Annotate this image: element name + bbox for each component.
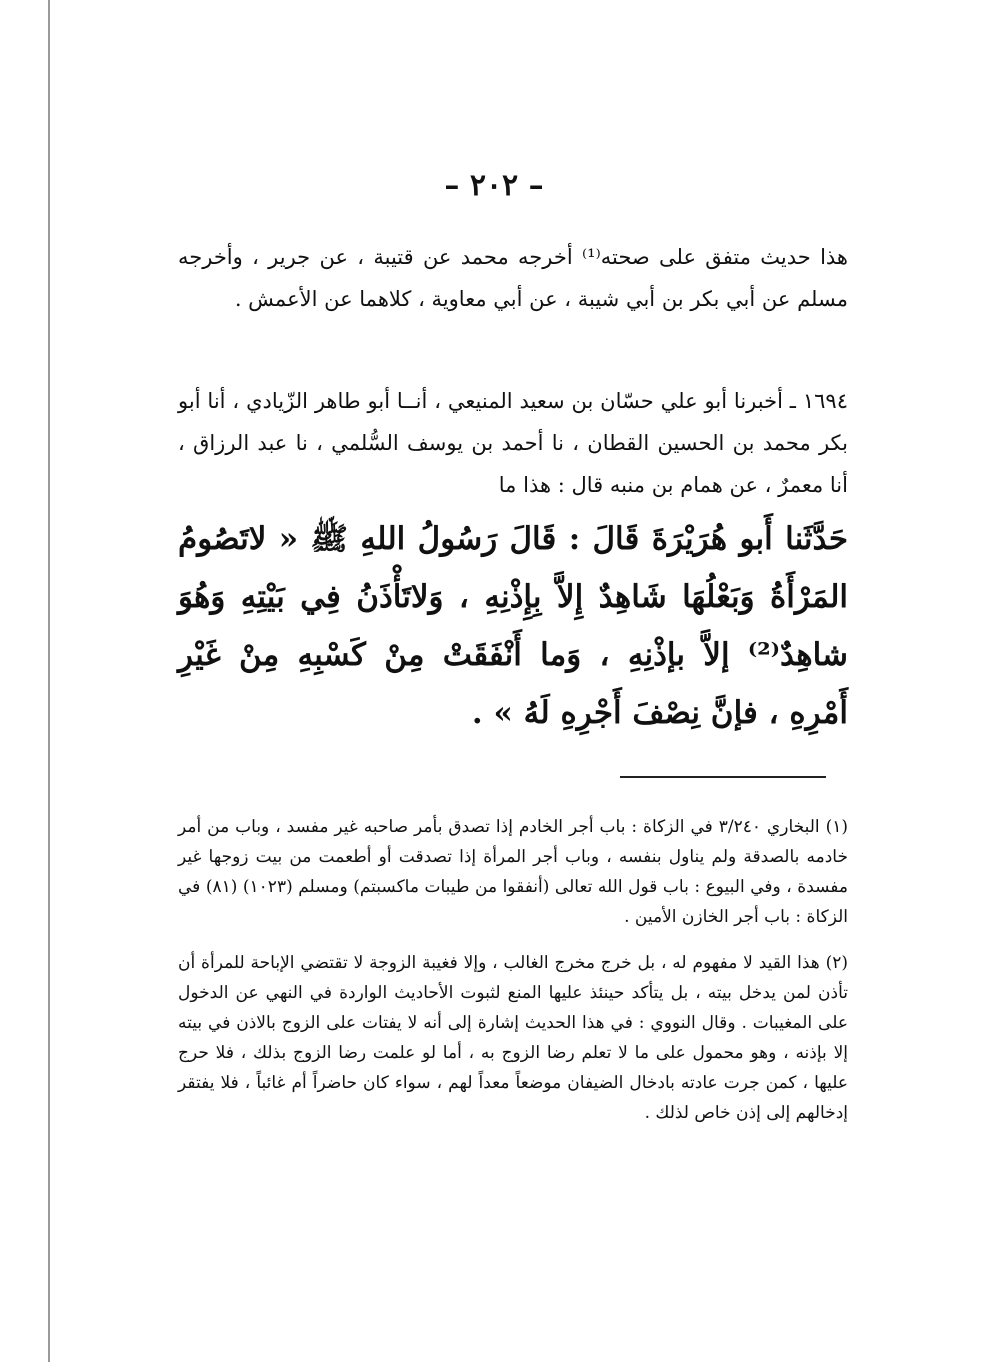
hadith-text-block <box>178 510 848 742</box>
footnote-divider <box>620 776 826 778</box>
body-paragraph-1 <box>178 236 848 320</box>
footnote-1: (١) البخاري ٣/٢٤٠ في الزكاة : باب أجر الخادم إذا تصدق بأمر صاحبه غير مفسد ، وباب من أمر خادمه بالصدقة ولم يناول بنفسه ، وباب أجر المرأة إذا تصدقت أو أطعمت من بيت زوجها غير مفسدة ، وفي البيوع : باب قول الله تعالى (أنفقوا من طيبات ماكسبتم) ومسلم (١٠٢٣) (٨١) في الزكاة : باب أجر الخازن الأمين . <box>178 817 848 927</box>
body-paragraph-2 <box>178 380 848 506</box>
footnotes-section <box>178 812 848 1128</box>
page-number: – ٢٠٢ – <box>444 168 544 203</box>
page-gutter-line <box>48 0 50 1362</box>
paragraph-text: ١٦٩٤ ـ أخبرنا أبو علي حسّان بن سعيد المنيعي ، أنــا أبو طاهر الزّيادي ، أنا أبو بكر محمد بن الحسين القطان ، نا أحمد بن يوسف السُّلمي ، نا عبد الرزاق ، أنا معمرٌ ، عن همام بن منبه قال : هذا ما <box>178 389 848 497</box>
hadith-text: حَدَّثَنا أَبو هُرَيْرَةَ قَالَ : قَالَ رَسُولُ اللهِ ﷺ « لاتَصُومُ المَرْأَةُ وَبَعْلُهَا شَاهِدٌ إِلاَّ بِإِذْنِهِ ، وَلاتَأْذَنُ فِي بَيْتِهِ وَهُوَ شاهِدٌ⁽²⁾ إلاَّ بإذْنِهِ ، وَما أَنْفَقَتْ مِنْ كَسْبِهِ مِنْ غَيْرِ أَمْرِهِ ، فإنَّ نِصْفَ أَجْرِهِ لَهُ » . <box>178 521 848 731</box>
paragraph-text: هذا حديث متفق على صحته⁽¹⁾ أخرجه محمد عن قتيبة ، عن جرير ، وأخرجه مسلم عن أبي بكر بن أبي شيبة ، عن أبي معاوية ، كلاهما عن الأعمش . <box>178 245 849 311</box>
footnote-2: (٢) هذا القيد لا مفهوم له ، بل خرج مخرج الغالب ، وإلا فغيبة الزوجة لا تقتضي الإباحة للمرأة أن تأذن لمن يدخل بيته ، بل يتأكد حينئذ عليها المنع لثبوت الأحاديث الواردة في النهي عن الدخول على المغيبات . وقال النووي : في هذا الحديث إشارة إلى أنه لا يفتات على الزوج بالاذن في بيته إلا بإذنه ، وهو محمول على ما لا تعلم رضا الزوج به ، أما لو علمت رضا الزوج بذلك ، فلا حرج عليها ، كمن جرت عادته بادخال الضيفان موضعاً معداً لهم ، سواء كان حاضراً أم غائباً ، فلا يفتقر إدخالهم إلى إذن خاص لذلك . <box>178 953 849 1123</box>
